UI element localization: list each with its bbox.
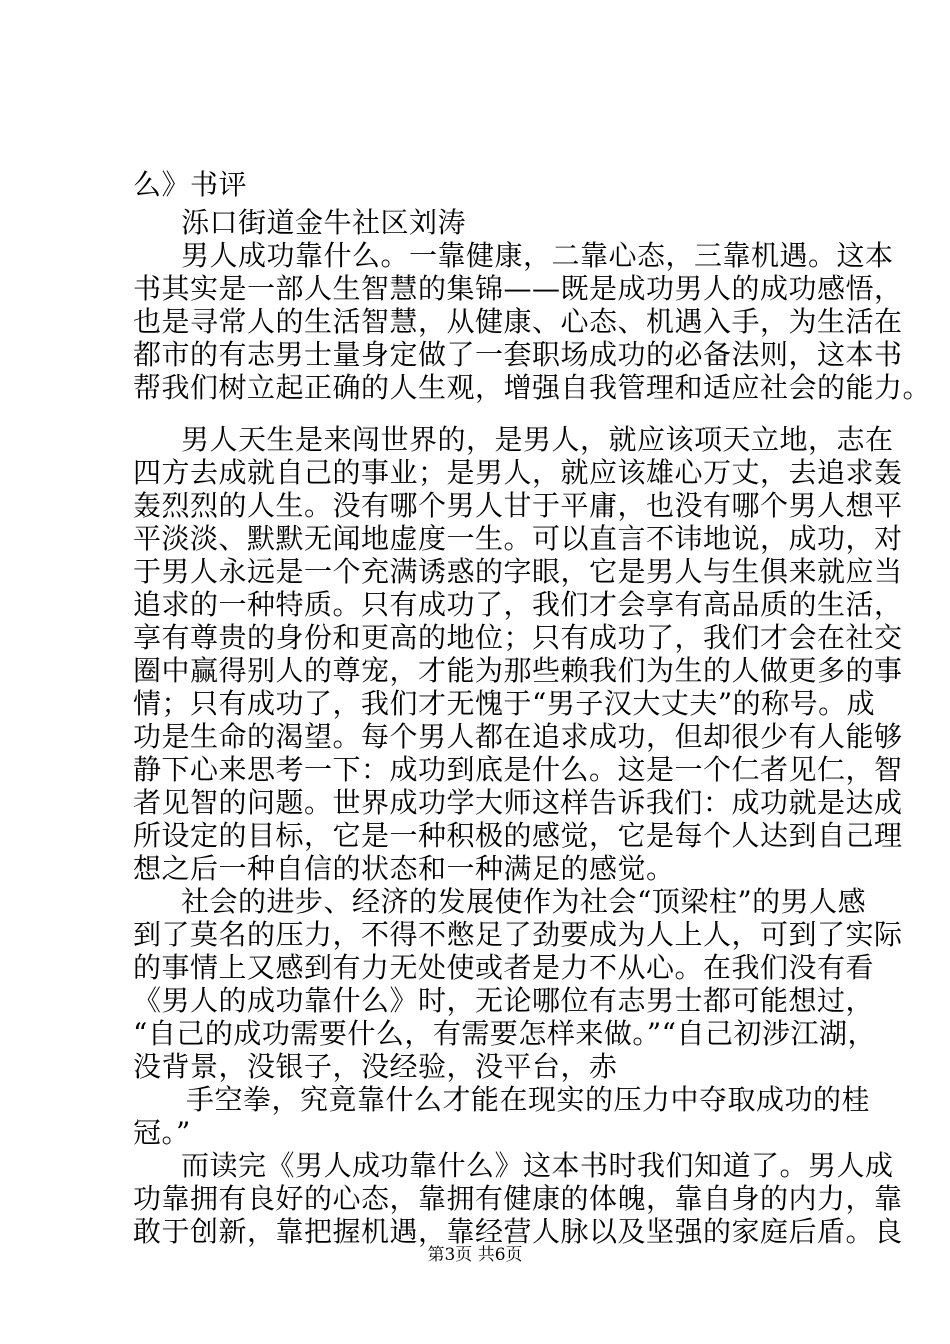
text-line: 于男人永远是一个充满诱惑的字眼，它是男人与生俱来就应当 [133, 555, 903, 588]
text-line: 也是寻常人的生活智慧，从健康、心态、机遇入手，为生活在 [133, 305, 903, 338]
text-line: 手空拳，究竟靠什么才能在现实的压力中夺取成功的桂 [186, 1083, 871, 1116]
text-line: 功靠拥有良好的心态，靠拥有健康的体魄，靠自身的内力，靠 [133, 1182, 903, 1215]
text-line: 书其实是一部人生智慧的集锦——既是成功男人的成功感悟， [133, 272, 903, 305]
text-line: 社会的进步、经济的发展使作为社会“顶梁柱”的男人感 [181, 885, 867, 918]
text-line: 静下心来思考一下：成功到底是什么。这是一个仁者见仁，智 [133, 753, 903, 786]
text-line: 所设定的目标，它是一种积极的感觉，它是每个人达到自己理 [133, 819, 903, 852]
text-line: 想之后一种自信的状态和一种满足的感觉。 [133, 852, 675, 885]
text-line: 没背景，没银子，没经验，没平台，赤 [133, 1050, 618, 1083]
text-line: 平淡淡、默默无闻地虚度一生。可以直言不讳地说，成功，对 [133, 522, 903, 555]
text-line: 追求的一种特质。只有成功了，我们才会享有高品质的生活， [133, 588, 903, 621]
author-line: 泺口街道金牛社区刘涛 [181, 206, 467, 239]
text-line: 功是生命的渴望。每个男人都在追求成功，但却很少有人能够 [133, 720, 903, 753]
text-line: 敢于创新，靠把握机遇，靠经营人脉以及坚强的家庭后盾。良 [133, 1215, 903, 1248]
text-line: 《男人的成功靠什么》时，无论哪位有志男士都可能想过， [133, 984, 875, 1017]
page-number-footer: 第3页 共6页 [427, 1245, 523, 1265]
text-line: 到了莫名的压力，不得不憋足了劲要成为人上人，可到了实际 [133, 918, 903, 951]
text-line: 男人成功靠什么。一靠健康，二靠心态，三靠机遇。这本 [181, 239, 894, 272]
text-line: 而读完《男人成功靠什么》这本书时我们知道了。男人成 [181, 1149, 894, 1182]
text-line: 的事情上又感到有力无处使或者是力不从心。在我们没有看 [133, 951, 875, 984]
text-line: 享有尊贵的身份和更高的地位；只有成功了，我们才会在社交 [133, 621, 903, 654]
text-line: 男人天生是来闯世界的，是男人，就应该项天立地，志在 [181, 423, 894, 456]
text-line: 者见智的问题。世界成功学大师这样告诉我们：成功就是达成 [133, 786, 903, 819]
text-line: 么》书评 [133, 168, 248, 201]
text-line: 冠。” [133, 1116, 191, 1149]
text-line: 帮我们树立起正确的人生观，增强自我管理和适应社会的能力。 [133, 371, 932, 404]
text-line: 都市的有志男士量身定做了一套职场成功的必备法则，这本书 [133, 338, 903, 371]
text-line: 四方去成就自己的事业；是男人，就应该雄心万丈，去追求轰 [133, 456, 903, 489]
text-line: 圈中赢得别人的尊宠，才能为那些赖我们为生的人做更多的事 [133, 654, 903, 687]
text-line: 轰烈烈的人生。没有哪个男人甘于平庸，也没有哪个男人想平 [133, 489, 903, 522]
text-line: 情；只有成功了，我们才无愧于“男子汉大丈夫”的称号。成 [133, 687, 876, 720]
text-line: “自己的成功需要什么，有需要怎样来做。”“自己初涉江湖， [133, 1017, 876, 1050]
